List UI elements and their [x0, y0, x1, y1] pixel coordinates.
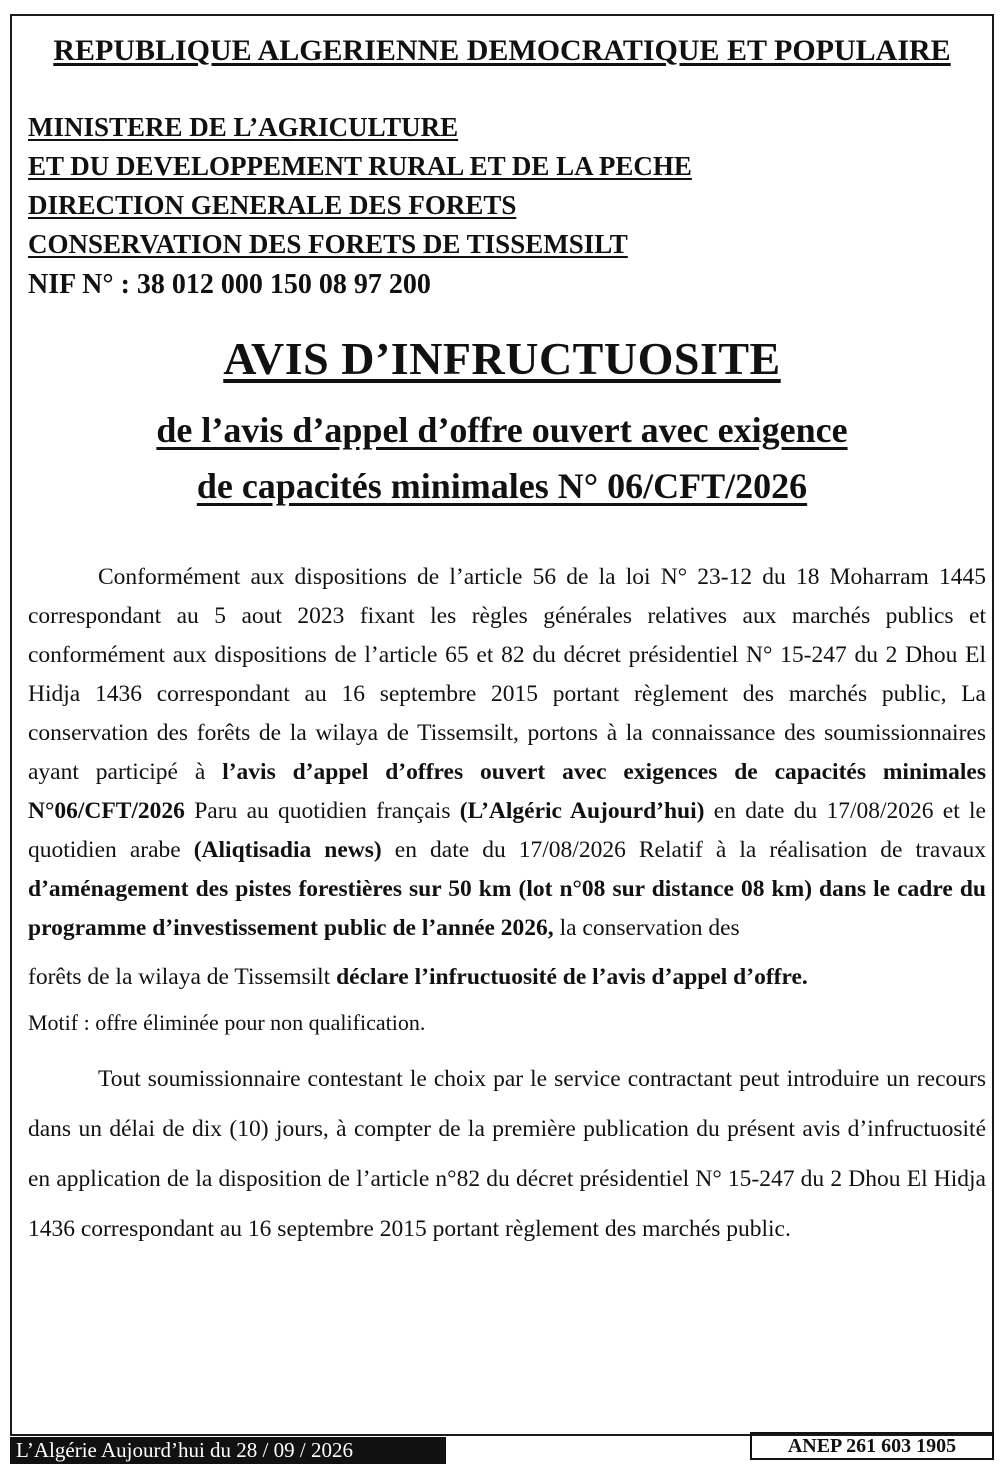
conservation-line: CONSERVATION DES FORETS DE TISSEMSILT — [28, 229, 628, 259]
motif-line: Motif : offre éliminée pour non qualification. — [28, 1010, 426, 1035]
ministry-line-1: MINISTERE DE L’AGRICULTURE — [28, 112, 459, 142]
paragraph-appeal: Tout soumissionnaire contestant le choix par le service contractant peut introduire un recours dans un délai de dix (10) jours, à compter de la première publication du présent avis d’infructuosité en application de la disposition de l’article n°82 du décret présidentiel N° 15-247 du 2 Dhou El Hidja 1436 correspondant au 16 septembre 2015 portant règlement des marchés public. — [28, 1066, 986, 1242]
p1-french-newspaper: (L’Algéric Aujourd’hui) — [459, 798, 705, 824]
anep-reference: ANEP 261 603 1905 — [750, 1432, 994, 1460]
notice-body — [28, 558, 986, 1254]
ministry-line-2: ET DU DEVELOPPEMENT RURAL ET DE LA PECHE — [28, 151, 692, 181]
paragraph-main — [28, 558, 986, 948]
organization-block — [28, 108, 692, 304]
nif-number: NIF N° : 38 012 000 150 08 97 200 — [28, 269, 431, 300]
p1-text-e: en date du 17/08/2026 et le quotidien arabe — [28, 798, 986, 863]
notice-subtitle — [12, 402, 992, 514]
subtitle-line-1: de l’avis d’appel d’offre ouvert avec exigence — [156, 410, 848, 450]
notice-frame — [10, 14, 994, 1436]
republic-heading: REPUBLIQUE ALGERIENNE DEMOCRATIQUE ET POPULAIRE — [53, 34, 951, 67]
p2-text-a: forêts de la wilaya de Tissemsilt — [28, 964, 337, 990]
p1-text-a: Conformément aux dispositions de l’article 56 de la loi N° 23-12 du 18 Moharram 1445 correspondant au 5 aout 2023 fixant les règles générales relatives aux marchés publics et conformément aux dispositions de l’article 65 et 82 du décret présidentiel N° 15-247 du 2 Dhou El Hidja 1436 correspondant au 16 septembre 2015 portant règlement des marchés public, La conservation des forêts de la wilaya de Tissemsilt, portons à la connaissance des soumissionnaires ayant participé à — [28, 564, 986, 785]
notice-title: AVIS D’INFRUCTUOSITE — [223, 333, 781, 384]
publication-footer: L’Algérie Aujourd’hui du 28 / 09 / 2026 — [10, 1437, 446, 1464]
p1-text-c: Paru au quotidien français — [184, 798, 460, 824]
direction-line: DIRECTION GENERALE DES FORETS — [28, 190, 517, 220]
p2-declaration: déclare l’infructuosité de l’avis d’appel d’offre. — [336, 964, 808, 990]
p1-tender-reference: l’avis d’appel d’offres ouvert avec exigences de capacités minimales N°06/CFT/2026 — [28, 759, 986, 824]
subtitle-line-2: de capacités minimales N° 06/CFT/2026 — [196, 466, 808, 506]
paragraph-declaration — [28, 958, 986, 997]
p1-arabic-newspaper: (Aliqtisadia news) — [193, 837, 382, 863]
p1-project-description: d’aménagement des pistes forestières sur 50 km (lot n°08 sur distance 08 km) dans le cadre du programme d’investissement public de l’année 2026, — [28, 876, 986, 941]
p1-text-i: la conservation des — [553, 915, 740, 941]
p1-text-g: en date du 17/08/2026 Relatif à la réalisation de travaux — [381, 837, 986, 863]
